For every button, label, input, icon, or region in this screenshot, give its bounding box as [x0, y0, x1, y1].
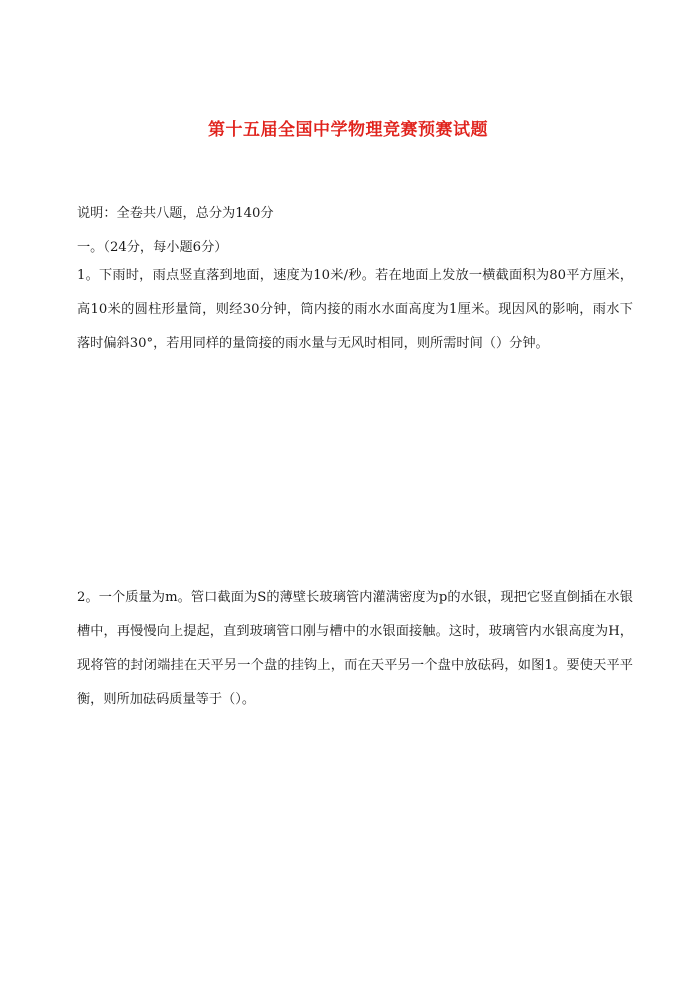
- exam-instructions: 说明：全卷共八题，总分为140分: [77, 206, 274, 221]
- question-2: 2。一个质量为m。管口截面为S的薄壁长玻璃管内灌满密度为p的水银，现把它竖直倒插在水银槽中，再慢慢向上提起，直到玻璃管口刚与槽中的水银面接触。这时，玻璃管内水银高度为H，现将管的封闭端挂在天平另一个盘的挂钩上，而在天平另一个盘中放砝码，如图1。要使天平平衡，则所加砝码质量等于（）。: [77, 590, 633, 707]
- section-header: 一。（24分，每小题6分）: [77, 240, 228, 255]
- question-1: 1。下雨时，雨点竖直落到地面，速度为10米/秒。若在地面上发放一横截面积为80平方厘米，高10米的圆柱形量筒，则经30分钟，筒内接的雨水水面高度为1厘米。现因风的影响，雨水下落时偏斜30°，若用同样的量筒接的雨水量与无风时相同，则所需时间（）分钟。: [77, 268, 633, 351]
- exam-title: 第十五届全国中学物理竞赛预赛试题: [208, 120, 488, 140]
